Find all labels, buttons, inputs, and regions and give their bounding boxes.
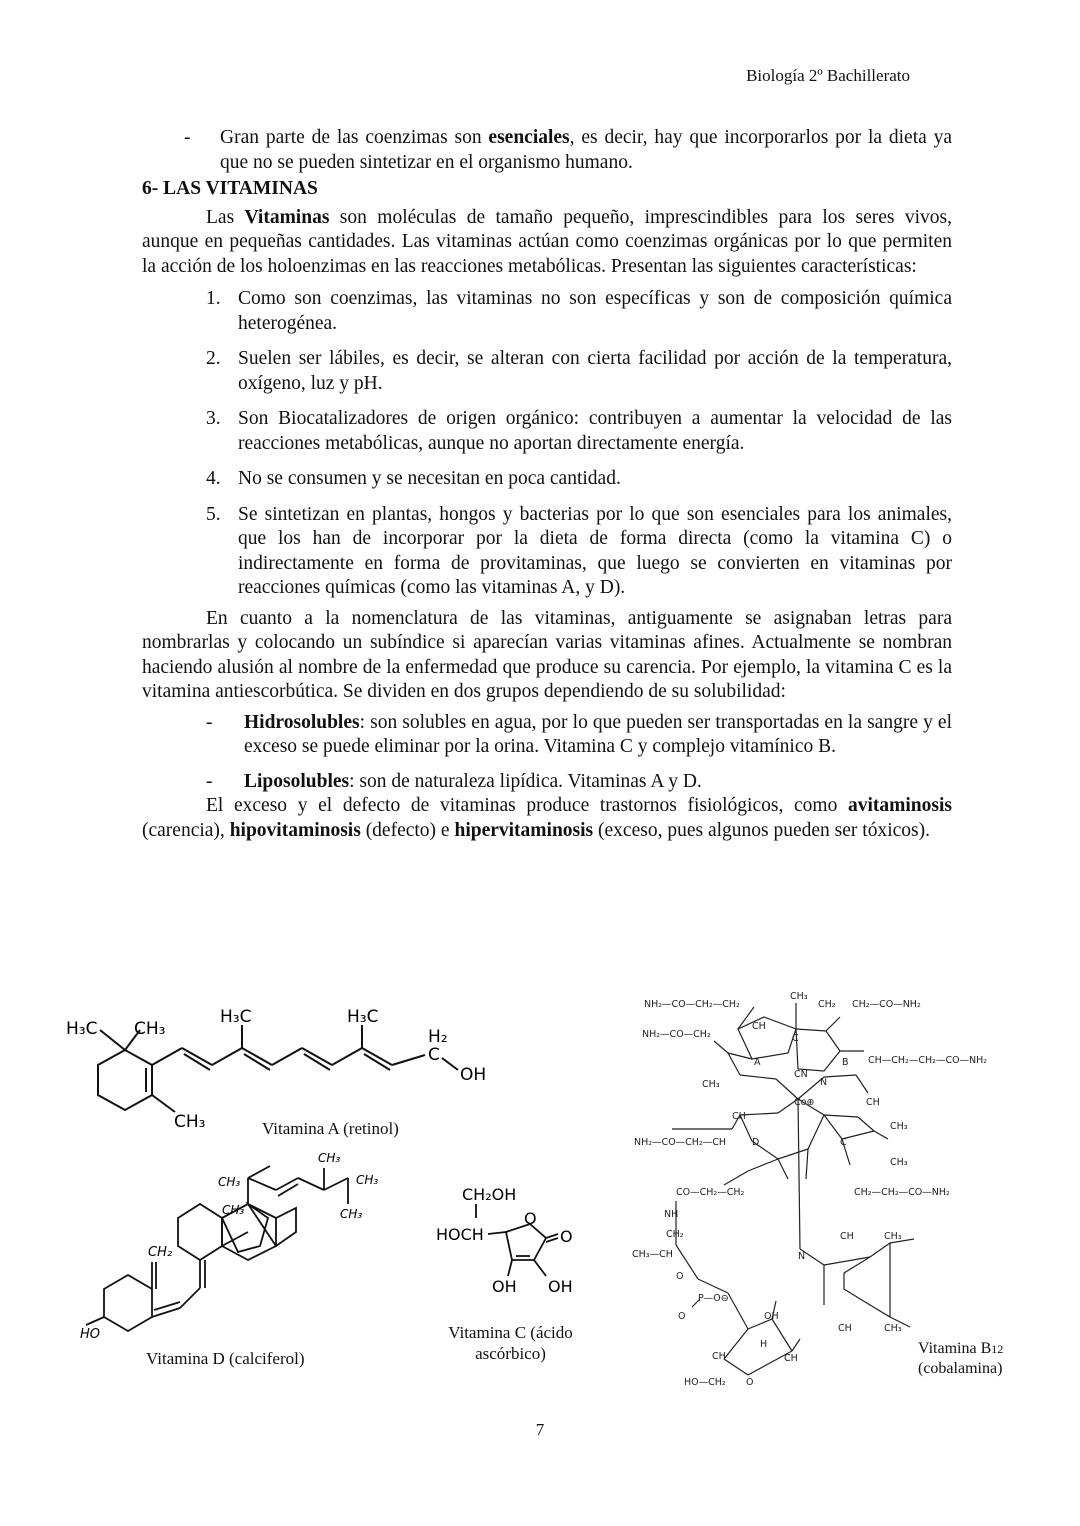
vitamin-b12-structure <box>628 989 1013 1389</box>
list-item <box>142 407 952 456</box>
vita-label-h3c: H₃C <box>66 1019 98 1039</box>
para1-text-b: son moléculas de tamaño pequeño, imprescindibles para los seres vivos, aunque en pequeñas cantidades. Las vitaminas actúan como coenzimas orgánicas por lo que permiten la acción de los holoenzimas en las reacciones metabólicas. Presentan las siguientes características: <box>142 206 953 277</box>
list-item <box>142 347 952 396</box>
b12-label: O <box>746 1377 754 1388</box>
b12-label: A <box>754 1057 761 1068</box>
vitc-label-oh: OH <box>492 1277 517 1296</box>
vita-label-oh: OH <box>460 1065 487 1085</box>
b12-label: CH <box>866 1097 880 1108</box>
b12-label: D <box>752 1137 760 1148</box>
list-text: Como son coenzimas, las vitaminas no son específicas y son de composición química heterogénea. <box>238 288 952 334</box>
document-body <box>142 126 952 843</box>
vitamin-structures <box>0 985 1080 1405</box>
group-text: : son de naturaleza lipídica. Vitaminas A y D. <box>349 770 702 792</box>
vitd-label-ch3: CH₃ <box>356 1173 379 1187</box>
list-number: 2. <box>206 348 221 369</box>
b12-label: NH₂—CO—CH₂ <box>642 1029 711 1040</box>
list-number: 1. <box>206 288 221 309</box>
b12-label: CO—CH₂—CH₂ <box>676 1187 745 1198</box>
bullet-dash: - <box>206 770 213 792</box>
b12-label: O <box>678 1311 686 1322</box>
b12-caption-subscript: 12 <box>991 1342 1004 1356</box>
b12-label: CH₃—CH <box>632 1249 673 1260</box>
b12-label: CH₃ <box>890 1157 908 1168</box>
paragraph-vitaminas <box>142 206 952 280</box>
para1-text-a: Las <box>206 206 245 228</box>
b12-label: CH <box>752 1021 766 1032</box>
b12-label: O <box>676 1271 684 1282</box>
b12-label: NH₂—CO—CH₂—CH₂ <box>644 999 740 1010</box>
b12-label: CH₃ <box>884 1231 902 1242</box>
list-text: No se consumen y se necesitan en poca cantidad. <box>238 468 621 489</box>
intro-text-a: Gran parte de las coenzimas son <box>220 127 489 148</box>
vita-label-ch3: CH₃ <box>134 1019 166 1039</box>
paragraph-nomenclatura: En cuanto a la nomenclatura de las vitaminas, antiguamente se asignaban letras para nombrarlas y colocando un subíndice si aparecían varias vitaminas afines. Actualmente se nombran haciendo alusión al nombre de la enfermedad que produce su carencia. Por ejemplo, la vitamina C es la vitamina antiescorbútica. Se dividen en dos grupos dependiendo de su solubilidad: <box>142 607 952 702</box>
vitd-label-ch3: CH₃ <box>218 1175 241 1189</box>
para3-text: El exceso y el defecto de vitaminas produce trastornos fisiológicos, como <box>206 795 848 816</box>
b12-label: CH <box>838 1323 852 1334</box>
group-hidrosolubles <box>142 711 952 760</box>
intro-bold: esenciales <box>488 127 570 148</box>
b12-label: CH₂—CH₂—CO—NH₂ <box>854 1187 950 1198</box>
b12-label: H <box>760 1339 768 1350</box>
b12-label: C <box>792 1033 799 1044</box>
b12-label: CH <box>732 1111 746 1122</box>
b12-caption-name: (cobalamina) <box>918 1360 1003 1377</box>
bullet-dash: - <box>184 127 191 148</box>
group-bold: Liposolubles <box>244 770 350 792</box>
vitc-label-o: O <box>560 1227 573 1246</box>
b12-label: N <box>798 1251 806 1262</box>
vitd-label-ho: HO <box>80 1327 101 1342</box>
list-item <box>142 503 952 601</box>
b12-label: CH₃ <box>884 1323 902 1334</box>
vitc-label-oh: OH <box>548 1277 573 1296</box>
vitamin-a-structure <box>60 1000 500 1135</box>
list-number: 4. <box>206 468 221 489</box>
page-number: 7 <box>535 1420 545 1439</box>
b12-label: N <box>820 1077 828 1088</box>
intro-bullet <box>142 126 952 175</box>
b12-label: CH₂ <box>818 999 836 1010</box>
vitd-label-ch3: CH₃ <box>340 1207 363 1221</box>
para3-text: (exceso, pues algunos pueden ser tóxicos). <box>593 819 930 841</box>
vita-label-h3c: H₃C <box>220 1007 252 1027</box>
vitd-label-ch3: CH₃ <box>318 1151 341 1165</box>
vita-label-h2: H₂ <box>428 1027 448 1047</box>
bullet-dash: - <box>206 711 213 733</box>
solubility-groups <box>142 711 952 795</box>
characteristics-list <box>142 287 952 601</box>
b12-label: HO—CH₂ <box>684 1377 726 1388</box>
b12-label: CH₃ <box>790 991 808 1002</box>
group-liposolubles <box>142 770 952 795</box>
b12-label: CH₂—CO—NH₂ <box>852 999 921 1010</box>
list-text: Son Biocatalizadores de origen orgánico: contribuyen a aumentar la velocidad de las reacciones metabólicas, aunque no aportan directamente energía. <box>238 408 952 454</box>
b12-label: CH₂ <box>666 1229 684 1240</box>
b12-label: B <box>842 1057 849 1068</box>
b12-label: CH₃ <box>890 1121 908 1132</box>
b12-label: OH <box>764 1311 779 1322</box>
list-item <box>142 287 952 336</box>
list-number: 5. <box>206 503 221 525</box>
b12-label: P—O⊖ <box>698 1293 729 1304</box>
para3-text: (defecto) e <box>360 819 455 841</box>
group-bold: Hidrosolubles <box>244 711 360 733</box>
b12-caption-text: Vitamina B <box>918 1340 992 1357</box>
vitc-label-ch2oh: CH₂OH <box>462 1185 517 1204</box>
b12-label: Co⊕ <box>794 1097 815 1108</box>
b12-label: CH <box>712 1351 726 1362</box>
section-title: 6- LAS VITAMINAS <box>142 178 318 199</box>
paragraph-trastornos <box>142 794 952 843</box>
list-item <box>142 467 952 492</box>
b12-label: CH <box>784 1353 798 1364</box>
vitc-label-hoch: HOCH <box>436 1225 484 1244</box>
vita-label-h3c: H₃C <box>347 1007 379 1027</box>
caption-vitamin-d: Vitamina D (calciferol) <box>146 1349 305 1368</box>
vitd-label-ch3: CH₃ <box>222 1203 245 1217</box>
term-hipovitaminosis: hipovitaminosis <box>229 819 361 841</box>
caption-vitamin-c: Vitamina C (ácido ascórbico) <box>448 1323 573 1363</box>
group-text: : son solubles en agua, por lo que pueden ser transportadas en la sangre y el exceso se puede eliminar por la orina. Vitamina C y complejo vitamínico B. <box>244 711 952 757</box>
b12-label: CH—CH₂—CH₂—CO—NH₂ <box>868 1055 988 1066</box>
list-text: Suelen ser lábiles, es decir, se alteran con cierta facilidad por acción de la temperatura, oxígeno, luz y pH. <box>238 348 952 394</box>
b12-label: CH <box>840 1231 854 1242</box>
vita-label-ch3: CH₃ <box>174 1112 206 1132</box>
vitamin-d-structure <box>70 1151 400 1375</box>
intro-text-b: , es decir, hay que incorporarlos por la dieta ya que no se pueden sintetizar en el organismo humano. <box>220 127 953 173</box>
caption-vitamin-b12 <box>918 1339 1003 1379</box>
vita-label-c: C <box>428 1045 440 1065</box>
caption-vitamin-a: Vitamina A (retinol) <box>262 1119 399 1138</box>
b12-label: CH₃ <box>702 1079 720 1090</box>
list-number: 3. <box>206 408 221 429</box>
term-avitaminosis: avitaminosis <box>847 795 952 816</box>
vitamin-c-structure <box>430 1180 590 1310</box>
para3-text: (carencia), <box>142 819 230 841</box>
term-hipervitaminosis: hipervitaminosis <box>454 819 594 841</box>
list-text: Se sintetizan en plantas, hongos y bacterias por lo que son esenciales para los animales, que los han de incorporar por la dieta de forma directa (como la vitamina C) o indirectamente en forma de provitaminas, que luego se convierten en vitaminas por reacciones químicas (como las vitaminas A, y D). <box>238 503 952 598</box>
b12-label: CN <box>794 1069 808 1080</box>
b12-label: NH <box>664 1209 679 1220</box>
b12-label: C <box>840 1137 847 1148</box>
para1-bold: Vitaminas <box>244 206 330 228</box>
vitd-label-ch2: CH₂ <box>148 1245 173 1260</box>
page-header: Biología 2º Bachillerato <box>746 66 910 85</box>
vitc-label-o: O <box>524 1209 537 1228</box>
b12-label: NH₂—CO—CH₂—CH <box>634 1137 727 1148</box>
